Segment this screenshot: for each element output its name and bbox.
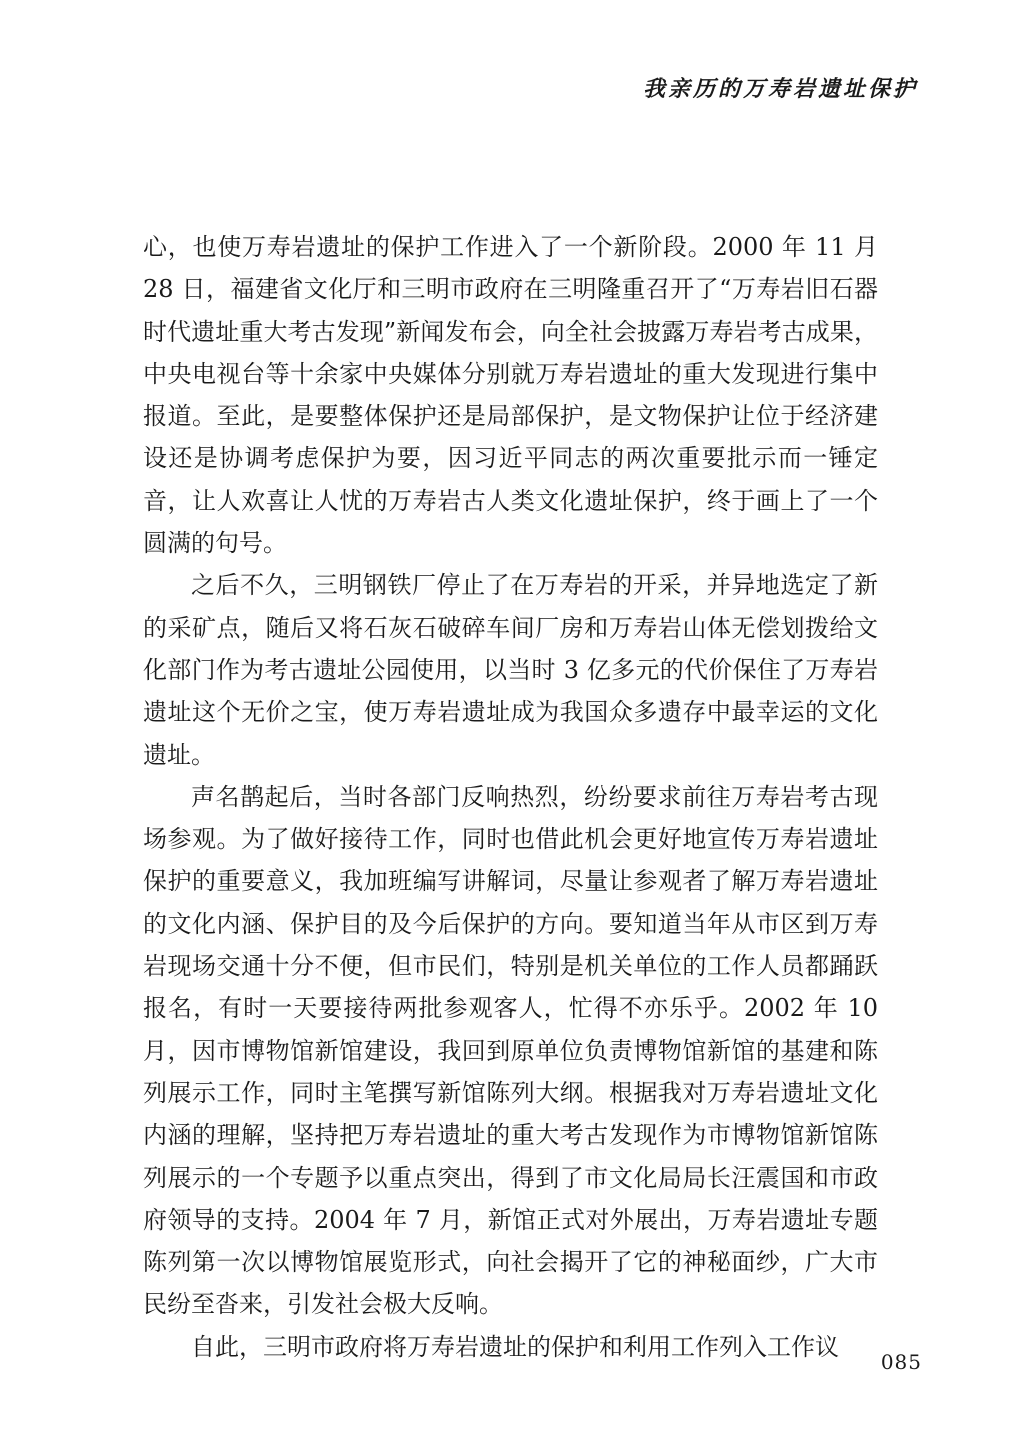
running-header-title: 我亲历的万寿岩遗址保护: [642, 76, 918, 102]
page-number: 085: [880, 1350, 922, 1374]
main-text-body: [143, 226, 878, 1368]
paragraph-1-continued: 心，也使万寿岩遗址的保护工作进入了一个新阶段。2000 年 11 月 28 日，福建省文化厅和三明市政府在三明隆重召开了“万寿岩旧石器时代遗址重大考古发现”新闻发布会，向全社会披露万寿岩考古成果，中央电视台等十余家中央媒体分别就万寿岩遗址的重大发现进行集中报道。至此，是要整体保护还是局部保护，是文物保护让位于经济建设还是协调考虑保护为要，因习近平同志的两次重要批示而一锤定音，让人欢喜让人忧的万寿岩古人类文化遗址保护，终于画上了一个圆满的句号。: [143, 233, 878, 558]
paragraph-3: 声名鹊起后，当时各部门反响热烈，纷纷要求前往万寿岩考古现场参观。为了做好接待工作，同时也借此机会更好地宣传万寿岩遗址保护的重要意义，我加班编写讲解词，尽量让参观者了解万寿岩遗址的文化内涵、保护目的及今后保护的方向。要知道当年从市区到万寿岩现场交通十分不便，但市民们，特别是机关单位的工作人员都踊跃报名，有时一天要接待两批参观客人，忙得不亦乐乎。2002 年 10 月，因市博物馆新馆建设，我回到原单位负责博物馆新馆的基建和陈列展示工作，同时主笔撰写新馆陈列大纲。根据我对万寿岩遗址文化内涵的理解，坚持把万寿岩遗址的重大考古发现作为市博物馆新馆陈列展示的一个专题予以重点突出，得到了市文化局局长汪震国和市政府领导的支持。2004 年 7 月，新馆正式对外展出，万寿岩遗址专题陈列第一次以博物馆展览形式，向社会揭开了它的神秘面纱，广大市民纷至沓来，引发社会极大反响。: [143, 782, 878, 1319]
paragraph-4: 自此，三明市政府将万寿岩遗址的保护和利用工作列入工作议: [191, 1332, 839, 1361]
paragraph-2: 之后不久，三明钢铁厂停止了在万寿岩的开采，并异地选定了新的采矿点，随后又将石灰石破碎车间厂房和万寿岩山体无偿划拨给文化部门作为考古遗址公园使用，以当时 3 亿多元的代价保住了万寿岩遗址这个无价之宝，使万寿岩遗址成为我国众多遗存中最幸运的文化遗址。: [143, 571, 878, 769]
